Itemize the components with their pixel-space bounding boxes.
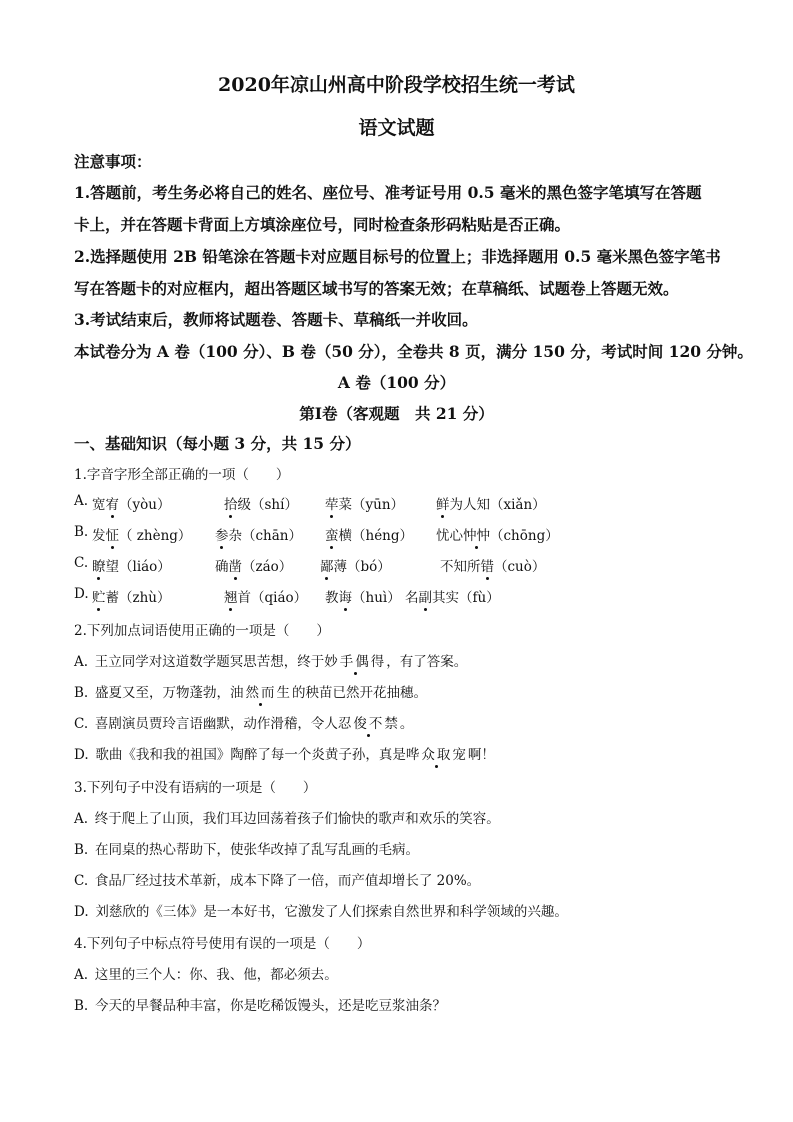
dotted-char: 凿 xyxy=(229,555,243,575)
section-heading: 一、基础知识（每小题 3 分，共 15 分） xyxy=(74,434,361,453)
dotted-char: 怔 xyxy=(106,524,120,544)
option-text: 终于爬上了山顶，我们耳边回荡着孩子们愉快的歌声和欢乐的笑容。 xyxy=(94,811,500,827)
item-text: 望（liáo） xyxy=(105,559,171,575)
q4-option xyxy=(74,963,338,983)
option-text: 食品厂经过技术革新，成本下降了一倍，而产值却增长了 20%。 xyxy=(94,873,481,889)
option-text: 今天的早餐品种丰富，你是吃稀饭馒头，还是吃豆浆油条？ xyxy=(94,998,446,1014)
item-text: 教 xyxy=(325,590,339,606)
question-1-stem: 1.字音字形全部正确的一项（ ） xyxy=(74,467,290,483)
notice-line: 3.考试结束后，教师将试题卷、答题卡、草稿纸一并收回。 xyxy=(74,310,478,329)
item-text: （záo） xyxy=(242,559,293,575)
dotted-char: 翘 xyxy=(224,586,238,606)
item-text: （chōng） xyxy=(490,528,559,544)
option-item xyxy=(436,493,546,513)
item-text: 首（qiáo） xyxy=(237,590,308,606)
dotted-phrase: 哗众取宠 xyxy=(406,743,468,763)
q3-option xyxy=(74,838,419,858)
exam-subtitle: 语文试题 xyxy=(358,117,435,139)
notice-line: 1.答题前，考生务必将自己的姓名、座位号、准考证号用 0.5 毫米的黑色签字笔填写在答题 xyxy=(74,183,702,202)
option-item xyxy=(92,493,170,513)
notice-heading: 注意事项： xyxy=(74,152,152,171)
option-label: C. xyxy=(74,716,89,732)
notice-line: 2.选择题使用 2B 铅笔涂在答题卡对应题目标号的位置上；非选择题用 0.5 毫米黑色签字笔书 xyxy=(74,247,721,266)
dotted-phrase: 油然而生 xyxy=(230,681,292,701)
question-3-stem: 3.下列句子中没有语病的一项是（ ） xyxy=(74,780,317,796)
q3-option xyxy=(74,807,500,827)
option-label: D. xyxy=(74,586,89,602)
notice-line: 写在答题卡的对应框内，超出答题区域书写的答案无效；在草稿纸、试题卷上答题无效。 xyxy=(74,279,679,298)
option-text: 这里的三个人：你、我、他，都必须去。 xyxy=(94,967,338,983)
item-text: 横（héng） xyxy=(338,528,414,544)
item-text: 忧心 xyxy=(436,528,463,544)
option-item xyxy=(440,555,545,575)
dotted-phrase: 妙手偶得 xyxy=(324,650,386,670)
item-text: 发 xyxy=(92,528,106,544)
dotted-phrase: 忍俊不禁 xyxy=(338,712,400,732)
option-label: D. xyxy=(74,904,89,920)
option-item xyxy=(405,586,500,606)
item-text: 为人知（xiǎn） xyxy=(449,497,546,513)
option-label: A. xyxy=(74,654,89,670)
item-text: 确 xyxy=(215,559,229,575)
item-text: 菜（yūn） xyxy=(338,497,405,513)
part-one-heading: 第Ⅰ卷（客观题 共 21 分） xyxy=(299,404,494,423)
option-item xyxy=(224,586,307,606)
option-text: 在同桌的热心帮助下，使张华改掉了乱写乱画的毛病。 xyxy=(94,842,419,858)
option-label: B. xyxy=(74,685,89,701)
option-text: ，有了答案。 xyxy=(386,654,468,670)
dotted-char: 蛮 xyxy=(325,524,339,544)
option-item xyxy=(92,524,191,544)
option-text: 王立同学对这道数学题冥思苦想，终于 xyxy=(94,654,325,670)
item-text: 宽 xyxy=(92,497,106,513)
option-item xyxy=(325,524,413,544)
notice-line: 本试卷分为 A 卷（100 分）、B 卷（50 分），全卷共 8 页，满分 150 分，考试时间 120 分钟。 xyxy=(74,342,753,361)
option-text: 刘慈欣的《三体》是一本好书，它激发了人们探索自然世界和科学领域的兴趣。 xyxy=(95,904,568,920)
q2-option xyxy=(74,712,413,732)
dotted-char: 瞭 xyxy=(92,555,106,575)
option-text: 歌曲《我和我的祖国》陶醉了每一个炎黄子孙，真是 xyxy=(95,747,406,763)
q2-option xyxy=(74,743,495,763)
option-item xyxy=(320,555,391,575)
q2-option xyxy=(74,681,427,701)
option-label: B. xyxy=(74,842,89,858)
dotted-char: 诲 xyxy=(339,586,353,606)
option-text: 。 xyxy=(399,716,414,732)
notice-line: 卡上，并在答题卡背面上方填涂座位号，同时检查条形码粘贴是否正确。 xyxy=(74,215,571,234)
item-text: 级（shí） xyxy=(237,497,298,513)
option-label: B. xyxy=(74,524,89,540)
q3-option xyxy=(74,869,480,889)
item-text: （huì） xyxy=(352,590,401,606)
option-item xyxy=(325,493,404,513)
item-text: 蓄（zhù） xyxy=(105,590,171,606)
option-item xyxy=(325,586,401,606)
dotted-char: 鲜 xyxy=(436,493,450,513)
option-label: A. xyxy=(74,967,89,983)
option-text: 喜剧演员贾玲言语幽默，动作滑稽，令人 xyxy=(94,716,338,732)
option-label: B. xyxy=(74,998,89,1014)
item-text: 不知所 xyxy=(440,559,481,575)
dotted-char: 副 xyxy=(419,586,433,606)
dotted-char: 鄙 xyxy=(320,555,334,575)
option-text: 的秧苗已然开花抽穗。 xyxy=(291,685,427,701)
option-label: C. xyxy=(74,873,89,889)
exam-title: 2020年凉山州高中阶段学校招生统一考试 xyxy=(218,74,575,96)
option-item xyxy=(436,524,559,544)
option-item xyxy=(224,493,298,513)
option-text: 盛夏又至，万物蓬勃， xyxy=(94,685,230,701)
item-text: 薄（bó） xyxy=(333,559,391,575)
option-item xyxy=(215,524,302,544)
item-text: 其实（fù） xyxy=(432,590,500,606)
dotted-char: 贮 xyxy=(92,586,106,606)
q4-option xyxy=(74,994,446,1014)
option-label: C. xyxy=(74,555,89,571)
option-label: D. xyxy=(74,747,89,763)
item-text: 杂（chān） xyxy=(228,528,302,544)
item-text: （ zhèng） xyxy=(119,528,192,544)
option-label: A. xyxy=(74,493,89,509)
dotted-char: 忡忡 xyxy=(463,524,490,544)
item-text: （cuò） xyxy=(494,559,546,575)
option-text: 啊！ xyxy=(467,747,495,763)
dotted-char: 错 xyxy=(481,555,495,575)
option-item xyxy=(92,555,171,575)
q2-option xyxy=(74,650,467,670)
option-item xyxy=(215,555,292,575)
item-text: （yòu） xyxy=(119,497,171,513)
option-label: A. xyxy=(74,811,89,827)
item-text: 名 xyxy=(405,590,419,606)
question-2-stem: 2.下列加点词语使用正确的一项是（ ） xyxy=(74,623,330,639)
q3-option xyxy=(74,900,568,920)
dotted-char: 拾 xyxy=(224,493,238,513)
dotted-char: 宥 xyxy=(106,493,120,513)
dotted-char: 参 xyxy=(215,524,229,544)
section-a-heading: A 卷（100 分） xyxy=(337,373,456,392)
dotted-char: 荦 xyxy=(325,493,339,513)
question-4-stem: 4.下列句子中标点符号使用有误的一项是（ ） xyxy=(74,936,371,952)
option-item xyxy=(92,586,171,606)
